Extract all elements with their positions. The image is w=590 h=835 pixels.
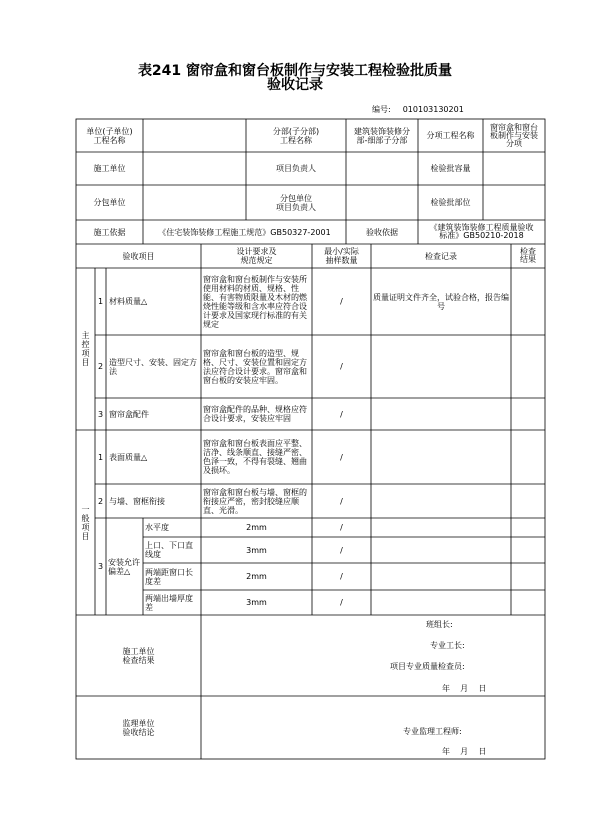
tolerance-item-3-value: 2mm: [246, 572, 267, 581]
tolerance-item-1-name: 水平度: [145, 523, 169, 532]
construction-date: 年 月 日: [442, 684, 487, 693]
main-row-1-design: 窗帘盒和窗台板制作与安装所使用材料的材质、规格、性能、有害物质限量及木材的燃烧性能等级和含水率应符合设计要求及国家现行标准的有关规定: [203, 274, 307, 329]
general-label: 一 般 项 目: [81, 504, 90, 541]
col-result: 检查 结果: [520, 247, 536, 264]
main-row-3-name: 窗帘盒配件: [109, 409, 149, 419]
basis-value: 《住宅装饰装修工程施工规范》GB50327-2001: [158, 227, 331, 237]
general-row-1-name: 表面质量△: [109, 452, 148, 462]
col-min: 最小/实际 抽样数量: [324, 247, 359, 265]
code-label: 编号:: [372, 105, 391, 114]
general-row-2-name: 与墙、窗框衔接: [109, 496, 165, 506]
unit-label: 单位(子单位) 工程名称: [86, 126, 133, 145]
batch-location-label: 检验批部位: [430, 198, 471, 207]
supervision-label: 监理单位 验收结论: [122, 718, 155, 737]
main-row-1-no: 1: [97, 297, 104, 306]
main-control-label: 主 控 项 目: [81, 331, 90, 367]
sub-unit-label: 分包单位: [93, 198, 126, 207]
tolerance-item-1-min: /: [340, 523, 343, 532]
general-row-1-no: 1: [97, 452, 104, 462]
tolerance-item-4-name: 两端出墙厚度差: [145, 593, 193, 612]
acceptance-value: 《建筑装饰装修工程质量验收 标准》GB50210-2018: [429, 223, 534, 240]
subsection-label: 分部(子分部) 工程名称: [272, 126, 320, 145]
tolerance-no: 3: [97, 562, 104, 571]
general-row-2-no: 2: [97, 496, 104, 506]
tolerance-item-1-value: 2mm: [246, 523, 267, 532]
sub-lead-label: 分包单位 项目负责人: [276, 193, 316, 212]
tolerance-item-3-name: 两端距窗口长度差: [145, 567, 193, 586]
construction-check-label: 施工单位 检查结果: [122, 646, 155, 665]
supervision-date: 年 月 日: [442, 747, 487, 756]
main-row-3-design: 窗帘盒配件的品种、规格应符合设计要求，安装应牢固: [203, 405, 307, 423]
main-row-2-no: 2: [97, 362, 104, 371]
team-leader-label: 班组长:: [426, 620, 453, 629]
col-item: 验收项目: [122, 251, 155, 261]
acceptance-label: 验收依据: [366, 227, 398, 237]
project-lead-label: 项目负责人: [276, 164, 316, 173]
main-row-3-min: /: [340, 409, 343, 419]
tolerance-item-4-min: /: [340, 598, 343, 607]
tolerance-item-2-value: 3mm: [246, 545, 267, 555]
tolerance-item-4-value: 3mm: [246, 598, 267, 607]
main-row-2-min: /: [340, 362, 343, 371]
col-record: 检查记录: [425, 251, 457, 261]
tolerance-item-2-min: /: [340, 545, 343, 555]
item-value: 窗帘盒和窗台 板制作与安装 分项: [490, 122, 538, 148]
code-value: 010103130201: [402, 105, 464, 114]
general-row-2-design: 窗帘盒和窗台板与墙、窗框的衔接应严密，密封胶缝应顺直、光滑。: [203, 487, 307, 515]
main-row-1-name: 材料质量△: [109, 297, 148, 306]
subsection-value: 建筑装饰装修分 部-细部子分部: [354, 126, 410, 145]
main-row-3-no: 3: [97, 409, 104, 419]
supervision-engineer-label: 专业监理工程师:: [403, 727, 462, 736]
general-row-2-min: /: [340, 496, 343, 506]
basis-label: 施工依据: [93, 227, 126, 237]
construction-unit-label: 施工单位: [93, 164, 126, 173]
main-row-2-design: 窗帘盒和窗台板的造型、规格、尺寸、安装位置和固定方法应符合设计要求。窗帘盒和窗台板的安装应牢固。: [203, 348, 307, 385]
main-row-1-min: /: [340, 297, 343, 306]
title-line-2: 验收记录: [267, 77, 323, 93]
main-row-1-record: 质量证明文件齐全，试验合格，报告编号: [373, 292, 509, 311]
item-label: 分项工程名称: [426, 131, 475, 140]
col-design: 设计要求及 规范规定: [236, 247, 277, 265]
main-row-2-name: 造型尺寸、安装、固定方法: [109, 357, 197, 376]
tolerance-item-3-min: /: [340, 572, 343, 581]
foreman-label: 专业工长:: [430, 641, 465, 650]
quality-inspector-label: 项目专业质量检查员:: [390, 662, 465, 671]
tolerance-name: 安装允许偏差△: [108, 557, 140, 576]
tolerance-item-2-name: 上口、下口直线度: [145, 541, 193, 559]
general-row-1-design: 窗帘盒和窗台板表面应平整、洁净、线条顺直、接缝严密、色泽一致，不得有裂缝、翘曲及损坏。: [203, 439, 307, 475]
general-row-1-min: /: [340, 452, 343, 462]
batch-capacity-label: 检验批容量: [430, 164, 471, 173]
title-line-1: 表241 窗帘盒和窗台板制作与安装工程检验批质量: [137, 63, 453, 79]
